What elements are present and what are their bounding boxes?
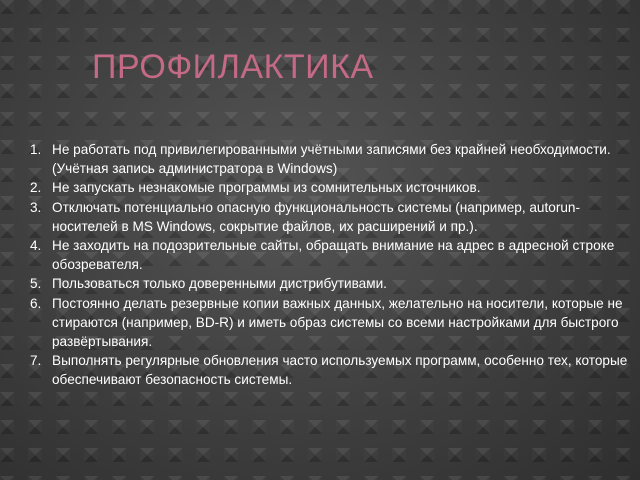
list-item-6 xyxy=(32,294,636,352)
list-item-3 xyxy=(32,198,636,236)
list-item-number: 6. xyxy=(30,295,42,311)
list-item-text: Не заходить на подозрительные сайты, обращать внимание на адрес в адресной строке обозревателя. xyxy=(52,238,615,273)
list-item-text: Отключать потенциально опасную функциональность системы (например, autorun-носителей в MS Windows, сокрытие файлов, их расширений и пр.). xyxy=(52,199,580,234)
list-item-text: Выполнять регулярные обновления часто используемых программ, особенно тех, которые обеспечивают безопасность системы. xyxy=(52,353,628,388)
list-item-number: 4. xyxy=(30,238,42,254)
list-item-7 xyxy=(32,351,636,389)
list-item-2 xyxy=(32,178,636,197)
list-item-text: Постоянно делать резервные копии важных данных, желательно на носители, которые не стираются (например, BD-R) и иметь образ системы со всеми настройками для быстрого развёртывания. xyxy=(52,295,623,350)
list-item-text: Не запускать незнакомые программы из сомнительных источников. xyxy=(52,180,481,196)
list-item-text: Пользоваться только доверенными дистрибутивами. xyxy=(52,276,387,292)
list-item-number: 7. xyxy=(30,353,42,369)
list-item-number: 5. xyxy=(30,276,42,292)
slide-title: ПРОФИЛАКТИКА xyxy=(92,48,374,86)
list-item-1 xyxy=(32,140,636,178)
list-item-4 xyxy=(32,236,636,274)
list-item-number: 1. xyxy=(30,142,42,157)
list-item-number: 3. xyxy=(30,199,42,215)
list-item-text: Не работать под привилегированными учётными записями без крайней необходимости. (Учётная запись администратора в Windows) xyxy=(52,142,611,177)
prevention-list xyxy=(32,140,636,390)
list-item-number: 2. xyxy=(30,180,42,196)
list-item-5 xyxy=(32,274,636,293)
